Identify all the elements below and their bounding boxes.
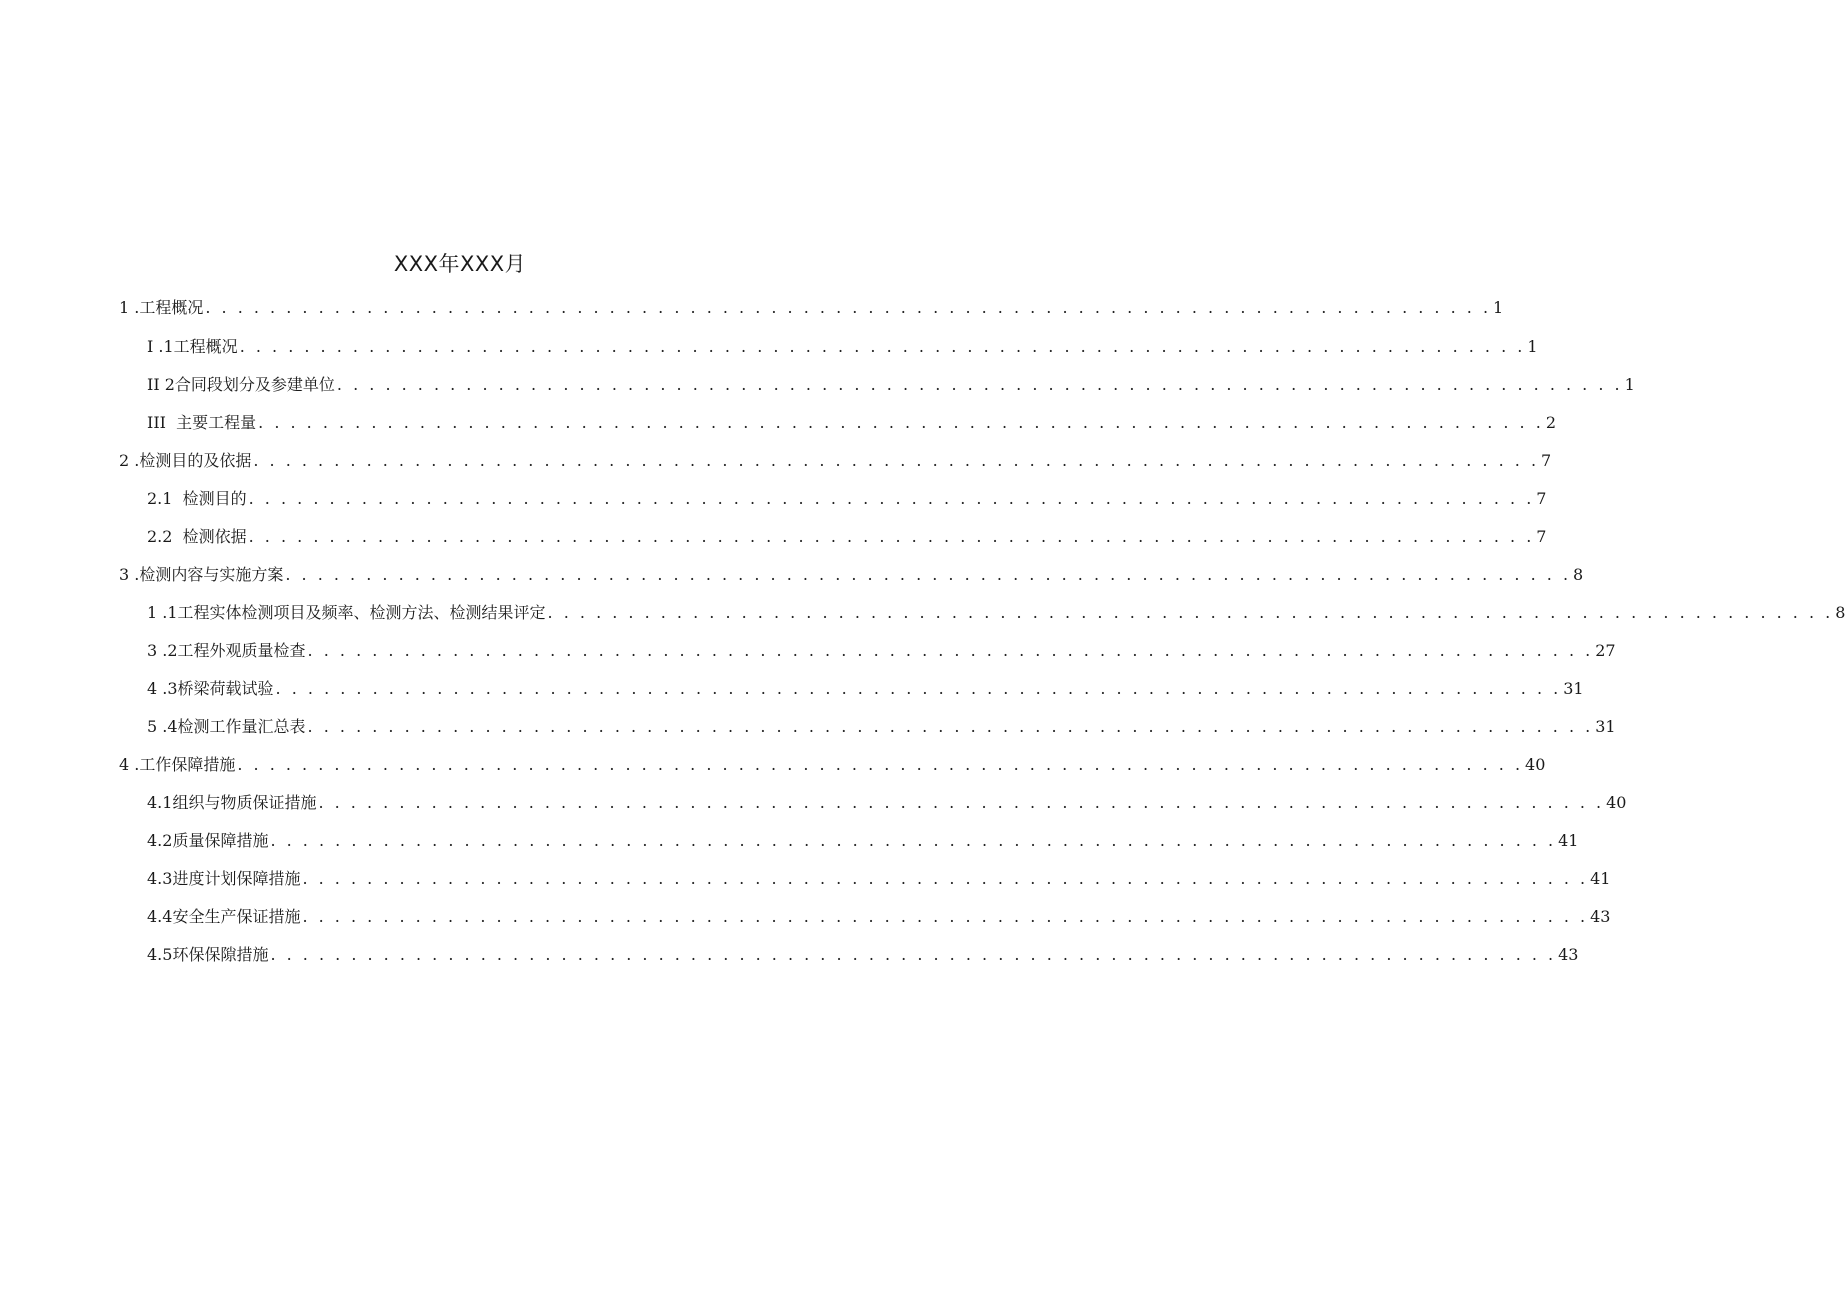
toc-leader-dots: . . . . . . . . . . . . . . . . . . . . . . . . . . . . . . . . . . . . . . . . . . . . . . . . . . . . . . . . . . . . . . . . . . . . . . . . . . . . . . . . [547, 603, 1834, 622]
toc-page-number: 7 [1536, 527, 1547, 546]
toc-page-number: 27 [1595, 641, 1616, 660]
toc-entry-text: 2.2 检测依据 [147, 527, 247, 546]
toc-entry-text: 2.1 检测目的 [147, 489, 247, 508]
toc-entry[interactable] [147, 525, 1547, 549]
toc-entry-text: 1 .1工程实体检测项目及频率、检测方法、检测结果评定 [147, 603, 546, 622]
toc-entry-text: 3 .检测内容与实施方案 [119, 565, 284, 584]
toc-page-number: 31 [1563, 679, 1584, 698]
page-title: XXX年XXX月 [393, 252, 527, 276]
toc-entry[interactable] [147, 373, 1635, 397]
toc-page-number: 41 [1558, 831, 1579, 850]
toc-page-number: 1 [1527, 337, 1538, 356]
toc-entry[interactable] [147, 943, 1579, 967]
toc-entry-text: 4.2质量保障措施 [147, 831, 269, 850]
toc-entry-text: 4 .3桥梁荷载试验 [147, 679, 274, 698]
toc-entry[interactable] [147, 905, 1611, 929]
toc-page-number: 31 [1595, 717, 1616, 736]
toc-page-number: 8 [1835, 603, 1845, 622]
toc-entry-text: III 主要工程量 [147, 413, 257, 432]
toc-leader-dots: . . . . . . . . . . . . . . . . . . . . . . . . . . . . . . . . . . . . . . . . . . . . . . . . . . . . . . . . . . . . . . . . . . . . . . . . . . . . . . . . [302, 869, 1589, 888]
toc-leader-dots: . . . . . . . . . . . . . . . . . . . . . . . . . . . . . . . . . . . . . . . . . . . . . . . . . . . . . . . . . . . . . . . . . . . . . . . . . . . . . . . . [270, 945, 1557, 964]
toc-leader-dots: . . . . . . . . . . . . . . . . . . . . . . . . . . . . . . . . . . . . . . . . . . . . . . . . . . . . . . . . . . . . . . . . . . . . . . . . . . . . . . . . [302, 907, 1589, 926]
toc-leader-dots: . . . . . . . . . . . . . . . . . . . . . . . . . . . . . . . . . . . . . . . . . . . . . . . . . . . . . . . . . . . . . . . . . . . . . . . . . . . . . . . . [239, 337, 1526, 356]
toc-entry[interactable] [119, 563, 1584, 587]
toc-page-number: 1 [1624, 375, 1635, 394]
toc-entry[interactable] [147, 829, 1579, 853]
toc-leader-dots: . . . . . . . . . . . . . . . . . . . . . . . . . . . . . . . . . . . . . . . . . . . . . . . . . . . . . . . . . . . . . . . . . . . . . . . . . . . . . . . . [318, 793, 1605, 812]
toc-page-number: 1 [1493, 298, 1504, 317]
toc-entry[interactable] [147, 335, 1538, 359]
toc-entry-text: II 2合同段划分及参建单位 [147, 375, 335, 394]
toc-entry[interactable] [147, 791, 1627, 815]
toc-leader-dots: . . . . . . . . . . . . . . . . . . . . . . . . . . . . . . . . . . . . . . . . . . . . . . . . . . . . . . . . . . . . . . . . . . . . . . . . . . . . . . . . [248, 489, 1535, 508]
toc-entry[interactable] [147, 601, 1845, 625]
toc-leader-dots: . . . . . . . . . . . . . . . . . . . . . . . . . . . . . . . . . . . . . . . . . . . . . . . . . . . . . . . . . . . . . . . . . . . . . . . . . . . . . . . . [307, 641, 1594, 660]
toc-page-number: 7 [1541, 451, 1552, 470]
toc-leader-dots: . . . . . . . . . . . . . . . . . . . . . . . . . . . . . . . . . . . . . . . . . . . . . . . . . . . . . . . . . . . . . . . . . . . . . . . . . . . . . . . . [336, 375, 1623, 394]
toc-entry-text: 4.5环保保隙措施 [147, 945, 269, 964]
toc-entry[interactable] [147, 867, 1611, 891]
toc-leader-dots: . . . . . . . . . . . . . . . . . . . . . . . . . . . . . . . . . . . . . . . . . . . . . . . . . . . . . . . . . . . . . . . . . . . . . . . . . . . . . . . . [307, 717, 1594, 736]
toc-page-number: 41 [1590, 869, 1611, 888]
toc-entry-text: 4.1组织与物质保证措施 [147, 793, 317, 812]
toc-entry-text: 2 .检测目的及依据 [119, 451, 252, 470]
toc-leader-dots: . . . . . . . . . . . . . . . . . . . . . . . . . . . . . . . . . . . . . . . . . . . . . . . . . . . . . . . . . . . . . . . . . . . . . . . . . . . . . . . . [270, 831, 1557, 850]
toc-entry[interactable] [147, 639, 1616, 663]
toc-page-number: 43 [1558, 945, 1579, 964]
toc-entry[interactable] [147, 677, 1584, 701]
toc-entry[interactable] [147, 411, 1556, 435]
toc-entry-text: 5 .4检测工作量汇总表 [147, 717, 306, 736]
toc-entry-text: 4.3进度计划保障措施 [147, 869, 301, 888]
toc-leader-dots: . . . . . . . . . . . . . . . . . . . . . . . . . . . . . . . . . . . . . . . . . . . . . . . . . . . . . . . . . . . . . . . . . . . . . . . . . . . . . . . . [237, 755, 1524, 774]
toc-leader-dots: . . . . . . . . . . . . . . . . . . . . . . . . . . . . . . . . . . . . . . . . . . . . . . . . . . . . . . . . . . . . . . . . . . . . . . . . . . . . . . . . [285, 565, 1572, 584]
toc-leader-dots: . . . . . . . . . . . . . . . . . . . . . . . . . . . . . . . . . . . . . . . . . . . . . . . . . . . . . . . . . . . . . . . . . . . . . . . . . . . . . . . . [205, 298, 1492, 317]
toc-page-number: 40 [1525, 755, 1546, 774]
toc-leader-dots: . . . . . . . . . . . . . . . . . . . . . . . . . . . . . . . . . . . . . . . . . . . . . . . . . . . . . . . . . . . . . . . . . . . . . . . . . . . . . . . . [253, 451, 1540, 470]
toc-page-number: 40 [1606, 793, 1627, 812]
toc-leader-dots: . . . . . . . . . . . . . . . . . . . . . . . . . . . . . . . . . . . . . . . . . . . . . . . . . . . . . . . . . . . . . . . . . . . . . . . . . . . . . . . . [275, 679, 1562, 698]
toc-entry[interactable] [147, 487, 1547, 511]
toc-entry[interactable] [119, 296, 1504, 320]
toc-entry-text: 4.4安全生产保证措施 [147, 907, 301, 926]
toc-entry-text: 4 .工作保障措施 [119, 755, 236, 774]
toc-page-number: 2 [1545, 413, 1556, 432]
toc-entry-text: I .1工程概况 [147, 337, 238, 356]
toc-leader-dots: . . . . . . . . . . . . . . . . . . . . . . . . . . . . . . . . . . . . . . . . . . . . . . . . . . . . . . . . . . . . . . . . . . . . . . . . . . . . . . . . [258, 413, 1544, 432]
toc-entry[interactable] [119, 449, 1552, 473]
toc-page-number: 8 [1573, 565, 1584, 584]
toc-entry-text: 3 .2工程外观质量检查 [147, 641, 306, 660]
toc-entry[interactable] [147, 715, 1616, 739]
toc-entry-text: 1 .工程概况 [119, 298, 204, 317]
toc-page-number: 7 [1536, 489, 1547, 508]
toc-leader-dots: . . . . . . . . . . . . . . . . . . . . . . . . . . . . . . . . . . . . . . . . . . . . . . . . . . . . . . . . . . . . . . . . . . . . . . . . . . . . . . . . [248, 527, 1535, 546]
toc-page-number: 43 [1590, 907, 1611, 926]
toc-entry[interactable] [119, 753, 1546, 777]
